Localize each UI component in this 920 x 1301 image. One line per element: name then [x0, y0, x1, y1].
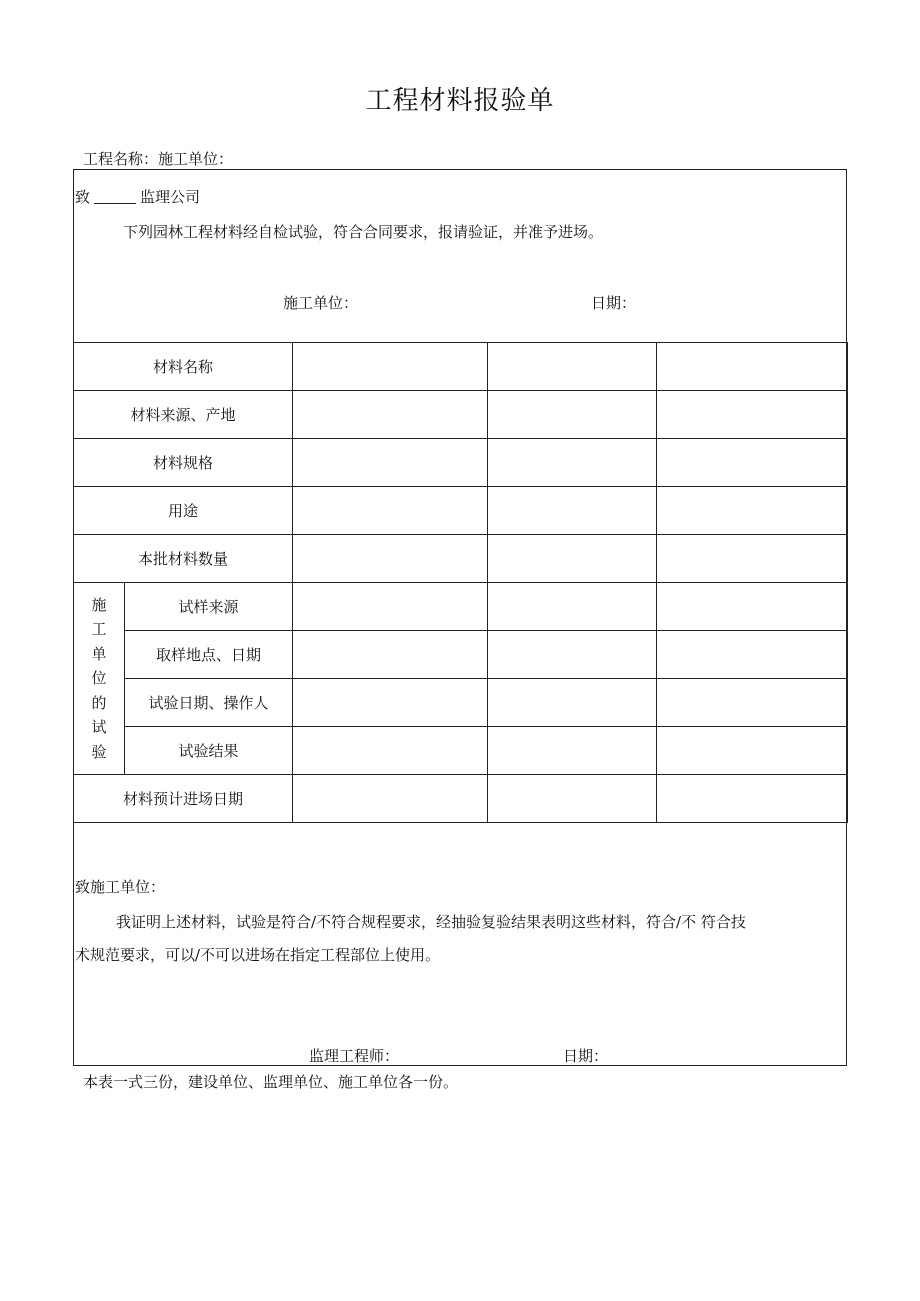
table-row: [74, 679, 848, 727]
material-cell[interactable]: [657, 343, 848, 391]
material-cell[interactable]: [488, 775, 657, 823]
row-label: 材料来源、产地: [74, 391, 293, 439]
table-row: [74, 583, 848, 631]
row-label: 材料规格: [74, 439, 293, 487]
material-cell[interactable]: [488, 679, 657, 727]
material-cell[interactable]: [657, 439, 848, 487]
request-unit-label: 施工单位：: [283, 294, 359, 312]
material-cell[interactable]: [657, 487, 848, 535]
material-cell[interactable]: [657, 391, 848, 439]
material-cell[interactable]: [657, 727, 848, 775]
material-cell[interactable]: [657, 775, 848, 823]
request-to-prefix: 致: [75, 188, 91, 206]
test-row-label: 试验日期、操作人: [125, 679, 293, 727]
row-label: 材料预计进场日期: [74, 775, 293, 823]
material-cell[interactable]: [488, 631, 657, 679]
material-cell[interactable]: [488, 391, 657, 439]
material-cell[interactable]: [293, 391, 488, 439]
request-recipient: [75, 186, 200, 207]
vertical-char: 验: [91, 742, 107, 761]
response-body-line2: 术规范要求，可以/不可以进场在指定工程部位上使用。: [75, 946, 441, 964]
response-recipient: 致施工单位：: [75, 878, 166, 896]
response-date-label: 日期：: [563, 1047, 609, 1065]
material-cell[interactable]: [657, 535, 848, 583]
row-label: 材料名称: [74, 343, 293, 391]
table-row: [74, 391, 848, 439]
request-to-suffix: 监理公司: [140, 188, 201, 206]
material-cell[interactable]: [293, 343, 488, 391]
material-cell[interactable]: [657, 631, 848, 679]
material-cell[interactable]: [488, 727, 657, 775]
row-label: 用途: [74, 487, 293, 535]
request-body: 下列园林工程材料经自检试验，符合合同要求，报请验证，并准予进场。: [123, 223, 604, 241]
request-date-label: 日期：: [591, 294, 637, 312]
project-header: 工程名称：施工单位：: [83, 150, 234, 168]
test-row-label: 取样地点、日期: [125, 631, 293, 679]
vertical-char: 试: [91, 718, 107, 737]
test-group-label: [74, 583, 125, 775]
material-cell[interactable]: [293, 583, 488, 631]
table-row: [74, 775, 848, 823]
response-body-line1: 我证明上述材料，试验是符合/不符合规程要求，经抽验复验结果表明这些材料，符合/不 符合技: [116, 913, 746, 931]
table-row: [74, 631, 848, 679]
table-row: [74, 535, 848, 583]
material-cell[interactable]: [657, 679, 848, 727]
test-row-label: 试样来源: [125, 583, 293, 631]
table-row: [74, 487, 848, 535]
vertical-char: 的: [91, 693, 107, 712]
table-row: [74, 343, 848, 391]
material-cell[interactable]: [293, 679, 488, 727]
material-cell[interactable]: [293, 631, 488, 679]
material-cell[interactable]: [488, 535, 657, 583]
test-row-label: 试验结果: [125, 727, 293, 775]
material-cell[interactable]: [293, 535, 488, 583]
materials-table: [73, 342, 848, 823]
material-cell[interactable]: [657, 583, 848, 631]
supervisor-company-blank[interactable]: [94, 203, 136, 204]
vertical-char: 施: [91, 595, 107, 614]
engineer-signature-label: 监理工程师：: [309, 1047, 400, 1065]
material-cell[interactable]: [293, 487, 488, 535]
material-cell[interactable]: [488, 583, 657, 631]
material-cell[interactable]: [293, 439, 488, 487]
material-cell[interactable]: [488, 487, 657, 535]
form-title: 工程材料报验单: [365, 86, 555, 116]
vertical-char: 单: [91, 644, 107, 663]
vertical-char: 位: [91, 669, 107, 688]
copies-note: 本表一式三份，建设单位、监理单位、施工单位各一份。: [83, 1073, 459, 1091]
row-label: 本批材料数量: [74, 535, 293, 583]
material-cell[interactable]: [488, 439, 657, 487]
material-cell[interactable]: [488, 343, 657, 391]
table-row: [74, 439, 848, 487]
material-cell[interactable]: [293, 775, 488, 823]
vertical-char: 工: [91, 620, 107, 639]
material-cell[interactable]: [293, 727, 488, 775]
table-row: [74, 727, 848, 775]
